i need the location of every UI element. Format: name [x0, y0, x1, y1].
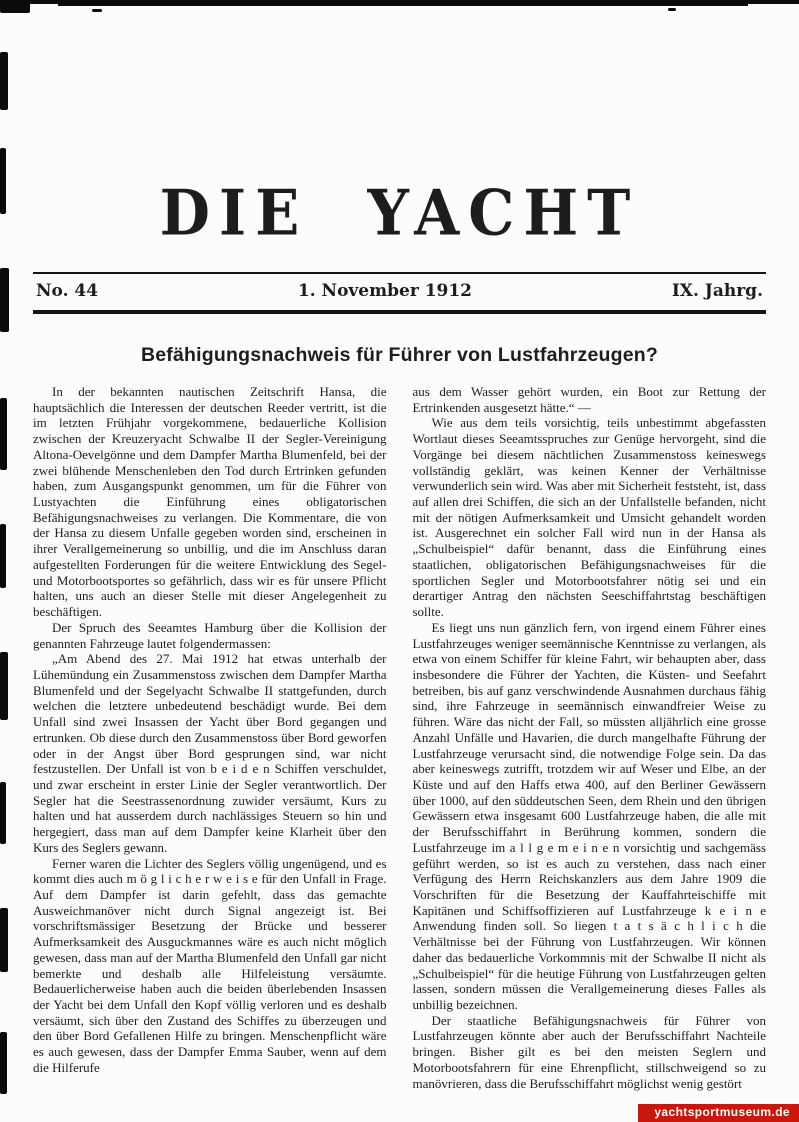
left-column [33, 384, 387, 1091]
paragraph: In der bekannten nautischen Zeitschrift Hansa, die hauptsächlich die Interessen der deutschen Reeder vertritt, ist die im letzten Frühjahr vorgekommene, bedauerliche Kollision zwischen der Kreuzeryacht Schwalbe II der Segler-Vereinigung Altona-Oevelgönne und dem Dampfer Martha Blumenfeld, bei der zwei blühende Menschenleben den Tod durch Ertrinken gefunden haben, zum Ausgangspunkt genommen, um für die Führer von Lustyachten die Einführung eines obligatorischen Befähigungsnachweises zu verlangen. Die Kommentare, die von der Hansa zu diesem Unfalle gegeben worden sind, erscheinen in ihrer Verallgemeinerung so unbillig, und die im Anschluss daran aufgestellten Forderungen für die weitere Entwicklung des Segel- und Motorbootsportes so gefährlich, dass wir es für unsere Pflicht halten, uns auch an dieser Stelle mit dieser Angelegenheit zu beschäftigen. [33, 384, 387, 620]
scan-artifact [92, 9, 102, 12]
scan-artifact [58, 4, 748, 6]
scan-artifact [0, 1032, 7, 1094]
scan-artifact [0, 398, 7, 470]
masthead-title: DIE YACHT [159, 175, 640, 250]
issue-date: 1. November 1912 [297, 281, 473, 301]
paragraph: aus dem Wasser gehört wurden, ein Boot zur Rettung der Ertrinkenden ausgesetzt hätte.“ — [412, 384, 766, 415]
issue-volume: IX. Jahrg. [671, 281, 763, 301]
paragraph: „Am Abend des 27. Mai 1912 hat etwas unterhalb der Lühemündung ein Zusammenstoss zwischen dem Dampfer Martha Blumenfeld und der Segelyacht Schwalbe II stattgefunden, durch welchen die letztere unbedeutend beschädigt wurde. Bei dem Unfall sind zwei Insassen der Yacht über Bord gegangen und ertrunken. Ob diese durch den Zusammenstoss über Bord geworfen oder in der Angst über Bord gesprungen sind, war nicht festzustellen. Der Unfall ist von b e i d e n Schiffen verschuldet, und zwar erscheint in erster Linie der Segler verantwortlich. Der Segler hat die Seestrassenordnung zuwider versäumt, Kurs zu halten und hat ausserdem durch nachlässiges Steuern so hin und hergegiert, dass man auf dem Dampfer keine Klarheit über den Kurs des Seglers gewann. [33, 651, 387, 855]
scan-artifact [0, 524, 6, 588]
scan-artifact [0, 652, 8, 720]
issue-bar [33, 272, 766, 314]
scan-artifact [0, 52, 8, 110]
masthead [33, 0, 766, 250]
paragraph: Es liegt uns nun gänzlich fern, von irgend einem Führer eines Lustfahrzeuges weniger seemännische Kenntnisse zu verlangen, als etwa von einem Schiffer für kleine Fahrt, wir behaupten aber, dass insbesondere die Führer der Yachten, die Küsten- und Seefahrt betreiben, bis auf ganz verschwindende Ausnahmen durchaus fähig sind, ihre Fahrzeuge in seemännisch einwandfreier Weise zu führen. Wäre das nicht der Fall, so müssten alljährlich eine grosse Anzahl Unfälle und Havarien, die durch mangelhafte Führung der Lustfahrzeuge verursacht sind, die notwendige Folge sein. Da das aber keineswegs zutrifft, trotzdem wir auf Weser und Elbe, an der Küste und auf den Haffs etwa 400, auf den Berliner Gewässern über 1000, auf den süddeutschen Seen, dem Rhein und den übrigen Gewässern etwa insgesamt 600 Lustfahrzeuge haben, die alle mit der Berufsschiffahrt in Berührung kommen, sondern die Lustfahrzeuge im a l l g e m e i n e n vorsichtig und sachgemäss geführt werden, so ist es auch zu verstehen, dass nach einer Verfügung des Herrn Reichskanzlers aus dem Jahre 1909 die Vorschriften für die Besetzung der Kauffahrteischiffe mit Kapitänen und Schiffsoffizieren auf Lustfahrzeuge k e i n e Anwendung finden soll. So liegen t a t s ä c h l i c h die Verhältnisse bei der Führung von Lustfahrzeugen. Wir können daher das bedauerliche Vorkommnis mit der Schwalbe II nicht als „Schulbeispiel“ für die heutige Führung von Lustfahrzeugen gelten lassen, sondern müssen die Verallgemeinerung dieses Falles als unbillig bezeichnen. [412, 619, 766, 1013]
watermark-badge [638, 1104, 799, 1122]
scan-artifact [0, 268, 9, 332]
scan-artifact [0, 0, 30, 13]
scan-artifact [0, 148, 6, 214]
paragraph: Der Spruch des Seeamtes Hamburg über die Kollision der genannten Fahrzeuge lautet folgendermassen: [33, 619, 387, 651]
right-column [413, 384, 767, 1091]
watermark-text: yachtsportmuseum.de [654, 1105, 790, 1119]
scan-artifact [0, 782, 6, 844]
article-body [33, 384, 766, 1091]
issue-number: No. 44 [36, 281, 99, 301]
paragraph: Wie aus dem teils vorsichtig, teils unbestimmt abgefassten Wortlaut dieses Seeamtsspruches zur Genüge hervorgeht, sind die Vorgänge bei diesem nächtlichen Zusammenstoss keineswegs vollständig geklärt, was keinen Kenner der Verhältnisse verwunderlich sein wird. Was aber mit Sicherheit feststeht, ist, dass auf allen drei Schiffen, die sich an der Unfallstelle befanden, nicht mit der nötigen Aufmerksamkeit und Umsicht gehandelt worden ist. Ausgerechnet ein solcher Fall wird nun in der Hansa als „Schulbeispiel“ dafür benannt, dass die Einführung eines staatlichen, obligatorischen Befähigungsnachweises für die sportlichen Segler und Motorbootsfahrer nötig sei und ein derartiger Antrag den nächsten Seeschiffahrtstag beschäftigen sollte. [412, 415, 766, 620]
scan-artifact [668, 8, 676, 11]
scan-artifact [0, 908, 8, 972]
article-headline: Befähigungsnachweis für Führer von Lustfahrzeugen? [140, 344, 659, 366]
paragraph: Ferner waren die Lichter des Seglers völlig ungenügend, und es kommt dies auch m ö g l i c h e r w e i s e für den Unfall in Frage. Auf dem Dampfer ist darin gefehlt, dass das gemachte Ausweichmanöver nicht durch Signal angezeigt ist. Bei vorschriftsmässiger Besetzung der Brücke und besserer Aufmerksamkeit des Ausguckmannes wäre es auch nicht möglich gewesen, dass man auf der Martha Blumenfeld den Unfall gar nicht bemerkte und deshalb alle Hilfeleistung versäumte. Bedauerlicherweise haben auch die beiden überlebenden Insassen der Yacht bei dem Unfall den Kopf völlig verloren und es deshalb versäumt, sich über den Zustand des Schiffes zu überzeugen und den über Bord Gefallenen Hilfe zu bringen. Menschenpflicht wäre es auch gewesen, dass der Dampfer Emma Sauber, wenn auf dem die Hilferufe [33, 855, 387, 1075]
paragraph: Der staatliche Befähigungsnachweis für Führer von Lustfahrzeugen könnte aber auch der Berufsschiffahrt Nachteile bringen. Bisher gilt es bei den meisten Seglern und Motorbootsfahrern für eine Ehrenpflicht, stillschweigend so zu manövrieren, dass die Berufsschiffahrt möglichst wenig gestört [412, 1012, 766, 1091]
